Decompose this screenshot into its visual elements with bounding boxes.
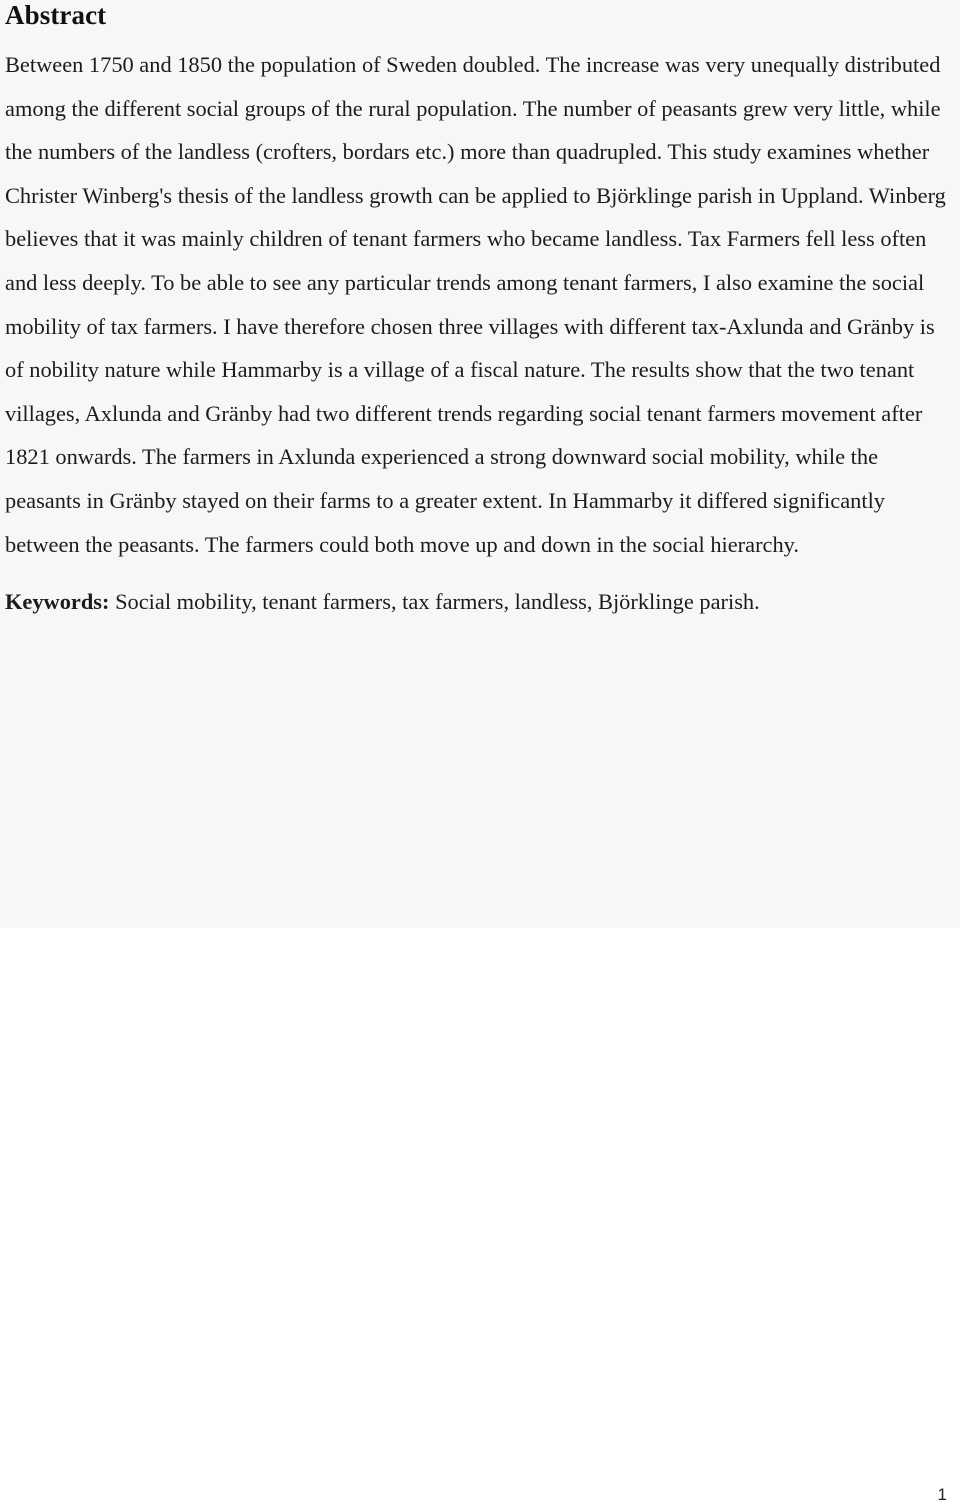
abstract-paragraph: Between 1750 and 1850 the population of Sweden doubled. The increase was very unequally distributed among the different social groups of the rural population. The number of peasants grew very little, while the numbers of the landless (crofters, bordars etc.) more than quadrupled. This study examines whether Christer Winberg's thesis of the landless growth can be applied to Björklinge parish in Uppland. Winberg believes that it was mainly children of tenant farmers who became landless. Tax Farmers fell less often and less deeply. To be able to see any particular trends among tenant farmers, I also examine the social mobility of tax farmers. I have therefore chosen three villages with different tax-Axlunda and Gränby is of nobility nature while Hammarby is a village of a fiscal nature. The results show that the two tenant villages, Axlunda and Gränby had two different trends regarding social tenant farmers movement after 1821 onwards. The farmers in Axlunda experienced a strong downward social mobility, while the peasants in Gränby stayed on their farms to a greater extent. In Hammarby it differed significantly between the peasants. The farmers could both move up and down in the social hierarchy. (5, 52, 946, 557)
keywords-label: Keywords: (5, 589, 110, 615)
page-number: 1 (937, 1485, 947, 1504)
keywords-line (5, 587, 954, 617)
keywords-value: Social mobility, tenant farmers, tax farmers, landless, Björklinge parish. (115, 589, 760, 615)
abstract-heading: Abstract (5, 0, 107, 30)
